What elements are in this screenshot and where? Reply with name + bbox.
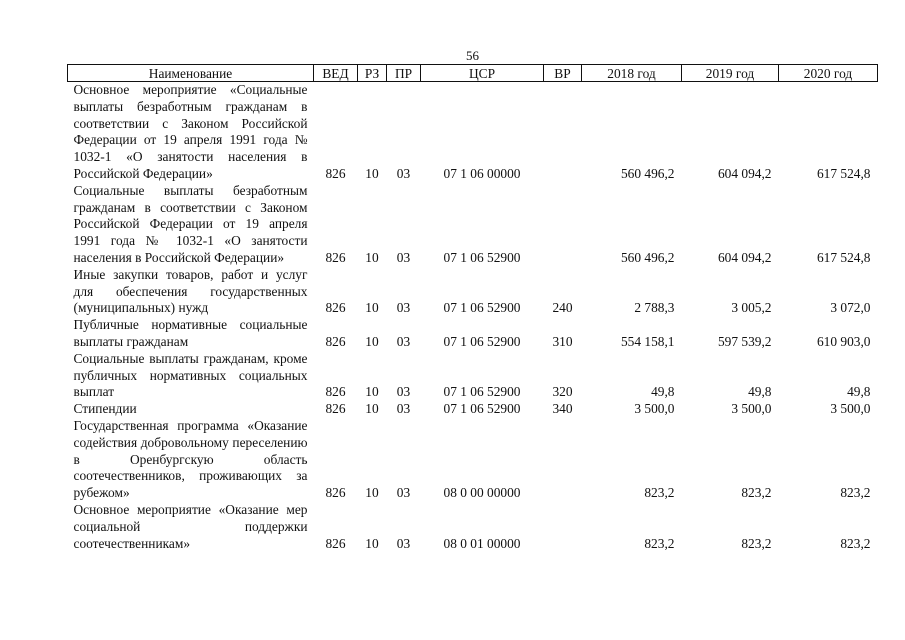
header-csr: ЦСР [421, 65, 544, 82]
row-vr [544, 183, 582, 267]
row-pr: 03 [396, 401, 411, 417]
row-csr: 07 1 06 52900 [443, 384, 521, 400]
row-2019: 49,8 [748, 384, 772, 400]
header-pr: ПР [387, 65, 421, 82]
row-2019: 823,2 [741, 485, 772, 501]
row-vr [544, 418, 582, 502]
row-csr: 07 1 06 52900 [443, 333, 521, 349]
row-vr: 240 [552, 300, 573, 316]
row-ved: 826 [325, 333, 346, 349]
header-ved: ВЕД [314, 65, 358, 82]
row-pr: 03 [396, 535, 411, 551]
row-vr: 340 [552, 401, 573, 417]
table-row [68, 351, 878, 401]
row-rz: 10 [365, 249, 379, 265]
header-rz: РЗ [358, 65, 387, 82]
row-name: Иные закупки товаров, работ и услуг для обеспечения государственных (муниципальных) нужд [73, 266, 308, 316]
row-rz: 10 [365, 384, 379, 400]
table-row [68, 317, 878, 351]
row-name: Социальные выплаты гражданам, кроме публичных нормативных социальных выплат [73, 350, 308, 400]
row-2020: 617 524,8 [816, 165, 871, 181]
row-2020: 3 500,0 [830, 401, 871, 417]
header-vr: ВР [544, 65, 582, 82]
row-pr: 03 [396, 249, 411, 265]
row-2019: 3 005,2 [731, 300, 772, 316]
row-ved: 826 [325, 300, 346, 316]
row-vr [544, 502, 582, 552]
row-rz: 10 [365, 333, 379, 349]
row-2018: 560 496,2 [620, 165, 675, 181]
table-row [68, 183, 878, 267]
row-ved: 826 [325, 535, 346, 551]
row-ved: 826 [325, 401, 346, 417]
row-ved: 826 [325, 165, 346, 181]
row-2018: 823,2 [644, 485, 675, 501]
row-pr: 03 [396, 384, 411, 400]
table-row [68, 82, 878, 183]
row-csr: 07 1 06 00000 [443, 165, 521, 181]
row-csr: 07 1 06 52900 [443, 401, 521, 417]
row-2018: 554 158,1 [620, 333, 675, 349]
header-2018: 2018 год [582, 65, 682, 82]
row-vr [544, 82, 582, 183]
row-rz: 10 [365, 165, 379, 181]
table-row [68, 418, 878, 502]
row-rz: 10 [365, 300, 379, 316]
table-row [68, 401, 878, 418]
row-2018: 560 496,2 [620, 249, 675, 265]
budget-table [67, 64, 878, 552]
row-2019: 3 500,0 [731, 401, 772, 417]
row-name: Основное мероприятие «Оказание мер социальной поддержки соотечественникам» [73, 501, 308, 551]
row-ved: 826 [325, 249, 346, 265]
row-2019: 597 539,2 [717, 333, 772, 349]
header-2019: 2019 год [682, 65, 779, 82]
row-name: Основное мероприятие «Социальные выплаты безработным гражданам в соответствии с Законом Российской Федерации от 19 апреля 1991 года № 1032-1 «О занятости населения в Российской Федерации» [73, 82, 308, 181]
row-rz: 10 [365, 485, 379, 501]
row-ved: 826 [325, 384, 346, 400]
row-ved: 826 [325, 485, 346, 501]
row-2020: 823,2 [840, 535, 871, 551]
row-2020: 617 524,8 [816, 249, 871, 265]
row-2018: 3 500,0 [634, 401, 675, 417]
row-pr: 03 [396, 300, 411, 316]
row-rz: 10 [365, 535, 379, 551]
table-row [68, 502, 878, 552]
row-vr: 320 [552, 384, 573, 400]
row-csr: 08 0 00 00000 [443, 485, 521, 501]
row-2019: 604 094,2 [717, 249, 772, 265]
table-header-row [68, 65, 878, 82]
row-2018: 49,8 [651, 384, 675, 400]
header-2020: 2020 год [779, 65, 878, 82]
row-csr: 08 0 01 00000 [443, 535, 521, 551]
row-name: Публичные нормативные социальные выплаты гражданам [73, 317, 308, 349]
page-number: 56 [466, 48, 479, 63]
row-name: Государственная программа «Оказание содействия добровольному переселению в Оренбургскую область соотечественников, проживающих за рубежом» [73, 417, 308, 501]
row-vr: 310 [552, 333, 573, 349]
row-2020: 610 903,0 [816, 333, 871, 349]
row-pr: 03 [396, 485, 411, 501]
table-row [68, 267, 878, 317]
row-name: Стипендии [73, 401, 137, 417]
row-2020: 49,8 [847, 384, 871, 400]
row-rz: 10 [365, 401, 379, 417]
row-2020: 823,2 [840, 485, 871, 501]
header-name: Наименование [68, 65, 314, 82]
row-2020: 3 072,0 [830, 300, 871, 316]
row-csr: 07 1 06 52900 [443, 249, 521, 265]
row-name: Социальные выплаты безработным гражданам в соответствии с Законом Российской Федерации от 19 апреля 1991 года № 1032-1 «О занятости населения в Российской Федерации» [73, 182, 308, 265]
row-2018: 2 788,3 [634, 300, 675, 316]
row-pr: 03 [396, 165, 411, 181]
row-2018: 823,2 [644, 535, 675, 551]
row-2019: 823,2 [741, 535, 772, 551]
row-pr: 03 [396, 333, 411, 349]
row-2019: 604 094,2 [717, 165, 772, 181]
row-csr: 07 1 06 52900 [443, 300, 521, 316]
